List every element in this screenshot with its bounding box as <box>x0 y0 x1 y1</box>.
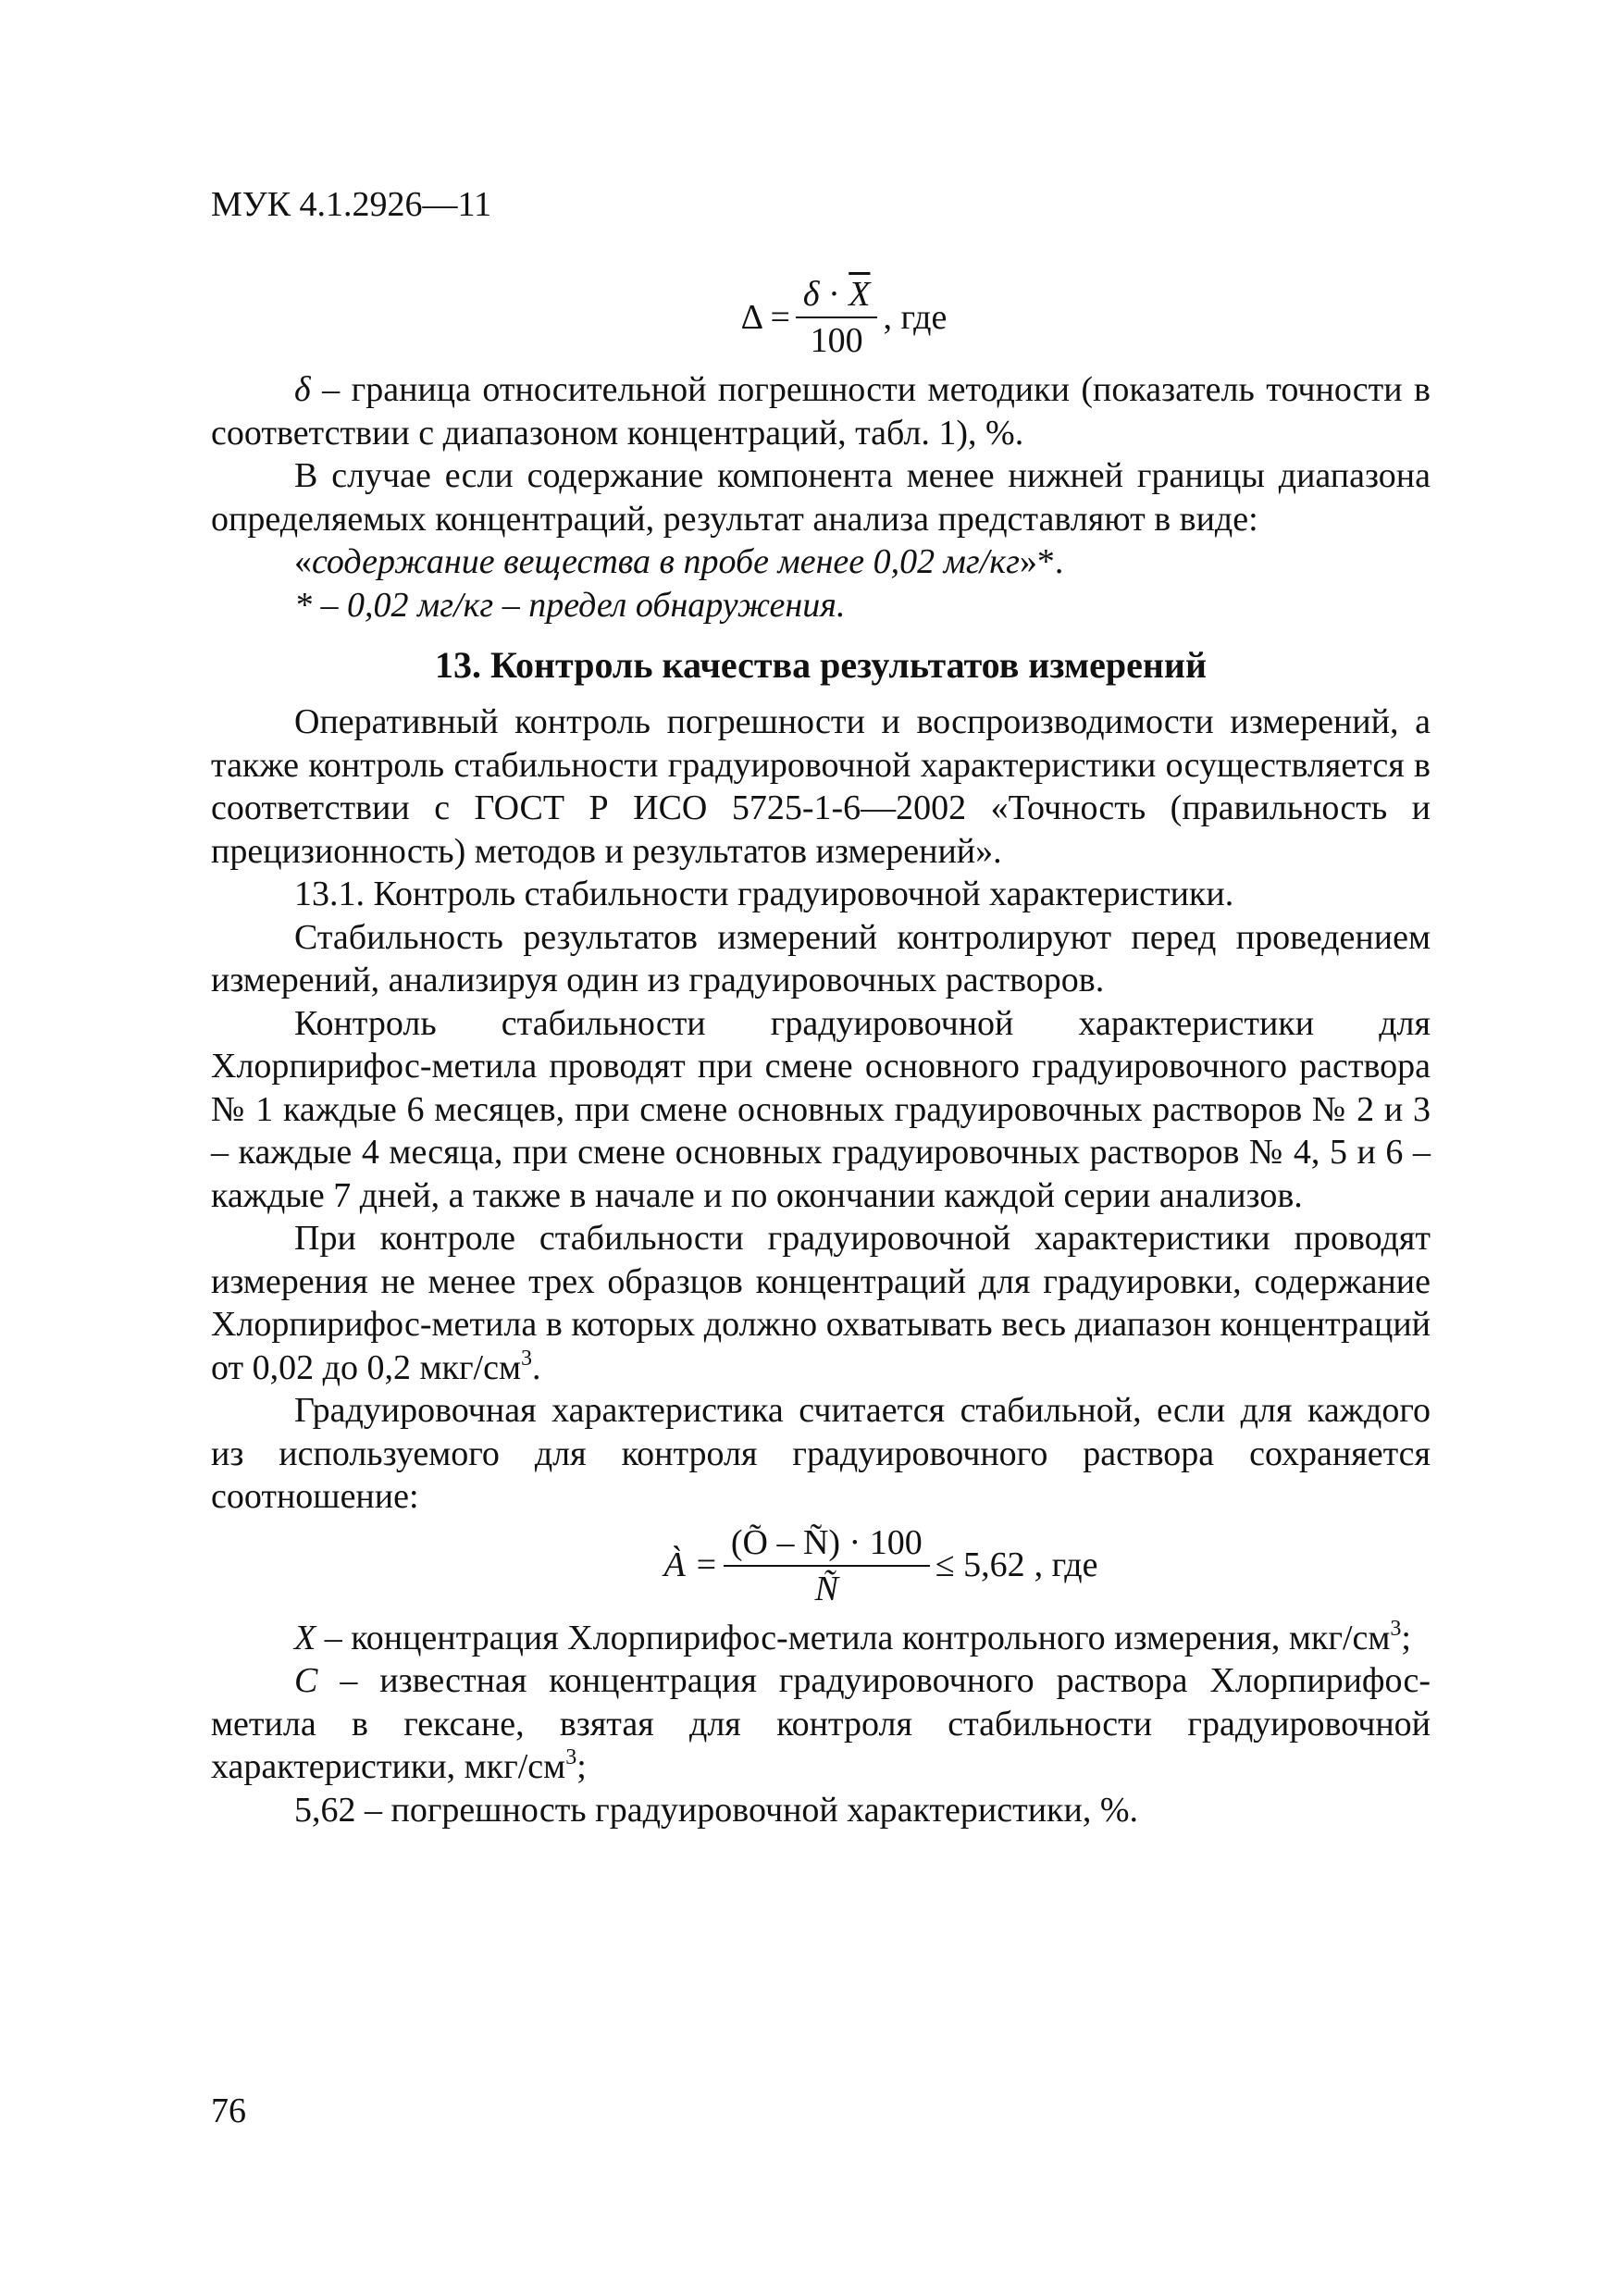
formula-delta-xbar: $\overline{X}$ <box>849 275 871 314</box>
section-paragraph-3: Стабильность результатов измерений контролируют перед проведением измерений, анализируя один из градуировочных растворов. <box>211 917 1431 999</box>
formula-delta-lhs: Δ = <box>740 297 790 337</box>
page-content <box>211 270 1431 1831</box>
section-paragraph-5-text: При контроле стабильности градуировочной характеристики проводят измерения не менее трех образцов концентраций для градуировки, содержание Хлорпирифос-метила в которых должно охватывать весь диапазон концентраций от 0,02 до 0,2 мкг/см <box>211 1219 1431 1387</box>
quote-close: »*. <box>1019 542 1064 581</box>
definition-c-text: – известная концентрация градуировочного раствора Хлорпирифос-метила в гексане, взятая для контроля стабильности градуировочной характеристики, мкг/см <box>211 1661 1431 1786</box>
section-paragraph-5-sup: 3 <box>521 1346 533 1371</box>
low-case-paragraph: В случае если содержание компонента менее нижней границы диапазона определяемых концентраций, результат анализа представляют в виде: <box>211 456 1431 539</box>
page-number: 76 <box>211 2091 246 2130</box>
definition-x-text: – концентрация Хлорпирифос-метила контрольного измерения, мкг/см <box>316 1618 1391 1657</box>
delta-definition-text: – граница относительной погрешности методики (показатель точности в соответствии с диапазоном концентраций, табл. 1), %. <box>211 370 1431 453</box>
quote-open: « <box>294 542 312 581</box>
formula-a-lhs: À = <box>663 1545 718 1585</box>
formula-delta-fraction <box>796 274 878 361</box>
definition-x-end: ; <box>1401 1618 1411 1657</box>
quote-text: содержание вещества в пробе менее 0,02 мг/кг <box>312 542 1020 581</box>
section-paragraph-4: Контроль стабильности градуировочной характеристики для Хлорпирифос-метила проводят при смене основного градуировочного раствора № 1 каждые 6 месяцев, при смене основных градуировочных растворов № 2 и 3 – каждые 4 месяца, при смене основных градуировочных растворов № 4, 5 и 6 – каждые 7 дней, а также в начале и по окончании каждой серии анализов. <box>211 1003 1431 1215</box>
definition-x-symbol: X <box>294 1618 316 1657</box>
formula-delta <box>257 274 1431 361</box>
definition-error: 5,62 – погрешность градуировочной характеристики, %. <box>294 1790 1138 1830</box>
quote-paragraph <box>211 540 1431 584</box>
formula-delta-suffix: , где <box>883 297 948 337</box>
formula-a-suffix: , где <box>1034 1545 1098 1585</box>
definition-c <box>211 1659 1431 1789</box>
formula-delta-dot: · <box>828 275 840 314</box>
delta-symbol: δ <box>294 370 311 409</box>
formula-a-fraction <box>724 1522 930 1609</box>
formula-a-numerator: (Õ – Ñ) · 100 <box>724 1522 930 1567</box>
section-paragraph-5-end: . <box>532 1347 541 1387</box>
formula-delta-numerator <box>796 274 878 318</box>
formula-a <box>331 1522 1431 1609</box>
document-code-header: МУК 4.1.2926—11 <box>211 185 492 224</box>
formula-delta-symbol: δ <box>802 275 820 314</box>
section-paragraph-5 <box>211 1217 1431 1389</box>
formula-delta-denominator: 100 <box>810 321 863 360</box>
definition-c-symbol: C <box>294 1661 318 1700</box>
formula-a-rhs: ≤ 5,62 <box>935 1545 1025 1585</box>
section-title: 13. Контроль качества результатов измерений <box>435 644 1207 686</box>
section-paragraph-1: Оперативный контроль погрешности и воспроизводимости измерений, а также контроль стабильности градуировочной характеристики осуществляется в соответствии с ГОСТ Р ИСО 5725-1-6—2002 «Точность (правильность и прецизионность) методов и результатов измерений». <box>211 702 1431 871</box>
formula-a-denominator: Ñ <box>814 1569 838 1608</box>
section-paragraph-2: 13.1. Контроль стабильности градуировочной характеристики. <box>294 875 1234 913</box>
footnote-paragraph: * – 0,02 мг/кг – предел обнаружения. <box>294 585 846 625</box>
definition-c-sup: 3 <box>565 1745 577 1769</box>
definition-x <box>211 1617 1431 1660</box>
delta-definition <box>211 368 1431 454</box>
definition-c-end: ; <box>576 1747 587 1786</box>
section-paragraph-6: Градуировочная характеристика считается стабильной, если для каждого из используемого для контроля градуировочного раствора сохраняется соотношение: <box>211 1391 1431 1516</box>
definition-x-sup: 3 <box>1390 1616 1402 1641</box>
